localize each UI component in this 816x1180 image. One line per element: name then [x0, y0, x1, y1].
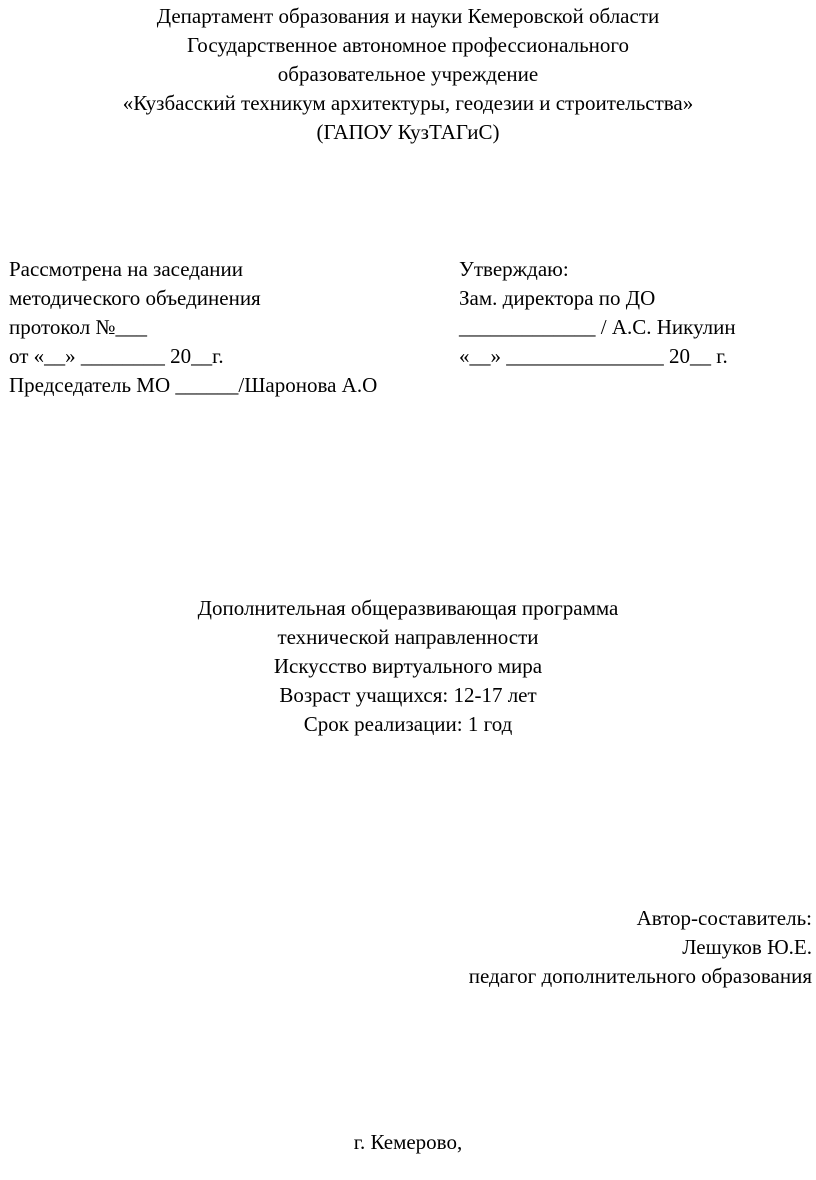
approved-line-1: Утверждаю:	[459, 257, 569, 281]
program-direction-line: технической направленности	[277, 625, 539, 649]
author-position: педагог дополнительного образования	[468, 964, 812, 988]
protocol-date-line: от «__» ________ 20__г.	[9, 344, 224, 368]
considered-line-1: Рассмотрена на заседании	[9, 257, 243, 281]
program-type-line: Дополнительная общеразвивающая программа	[197, 596, 619, 620]
program-title-block	[0, 594, 816, 739]
institution-type-line: Государственное автономное профессионального	[187, 33, 629, 57]
mo-chair-signature-line: Председатель МО ______/Шаронова А.О	[9, 373, 378, 397]
program-name-line: Искусство виртуального мира	[273, 654, 543, 678]
department-line: Департамент образования и науки Кемеровской области	[156, 4, 660, 28]
institution-type-line-2: образовательное учреждение	[277, 62, 539, 86]
student-age-line: Возраст учащихся: 12-17 лет	[279, 683, 537, 707]
city-footer: г. Кемерово,	[353, 1130, 463, 1154]
approver-position-line: Зам. директора по ДО	[459, 286, 656, 310]
institution-name-line: «Кузбасский техникум архитектуры, геодезии и строительства»	[122, 91, 694, 115]
approval-date-line: «__» _______________ 20__ г.	[459, 344, 728, 368]
implementation-period-line: Срок реализации: 1 год	[303, 712, 513, 736]
approved-block	[459, 255, 809, 371]
institution-abbreviation: (ГАПОУ КузТАГиС)	[316, 120, 500, 144]
author-label: Автор-составитель:	[636, 906, 812, 930]
document-header	[0, 2, 816, 147]
protocol-number-line: протокол №___	[9, 315, 147, 339]
considered-line-2: методического объединения	[9, 286, 261, 310]
approver-signature-line: _____________ / А.С. Никулин	[459, 315, 736, 339]
author-name: Лешуков Ю.Е.	[682, 935, 812, 959]
author-block	[312, 904, 812, 991]
considered-block	[9, 255, 449, 400]
